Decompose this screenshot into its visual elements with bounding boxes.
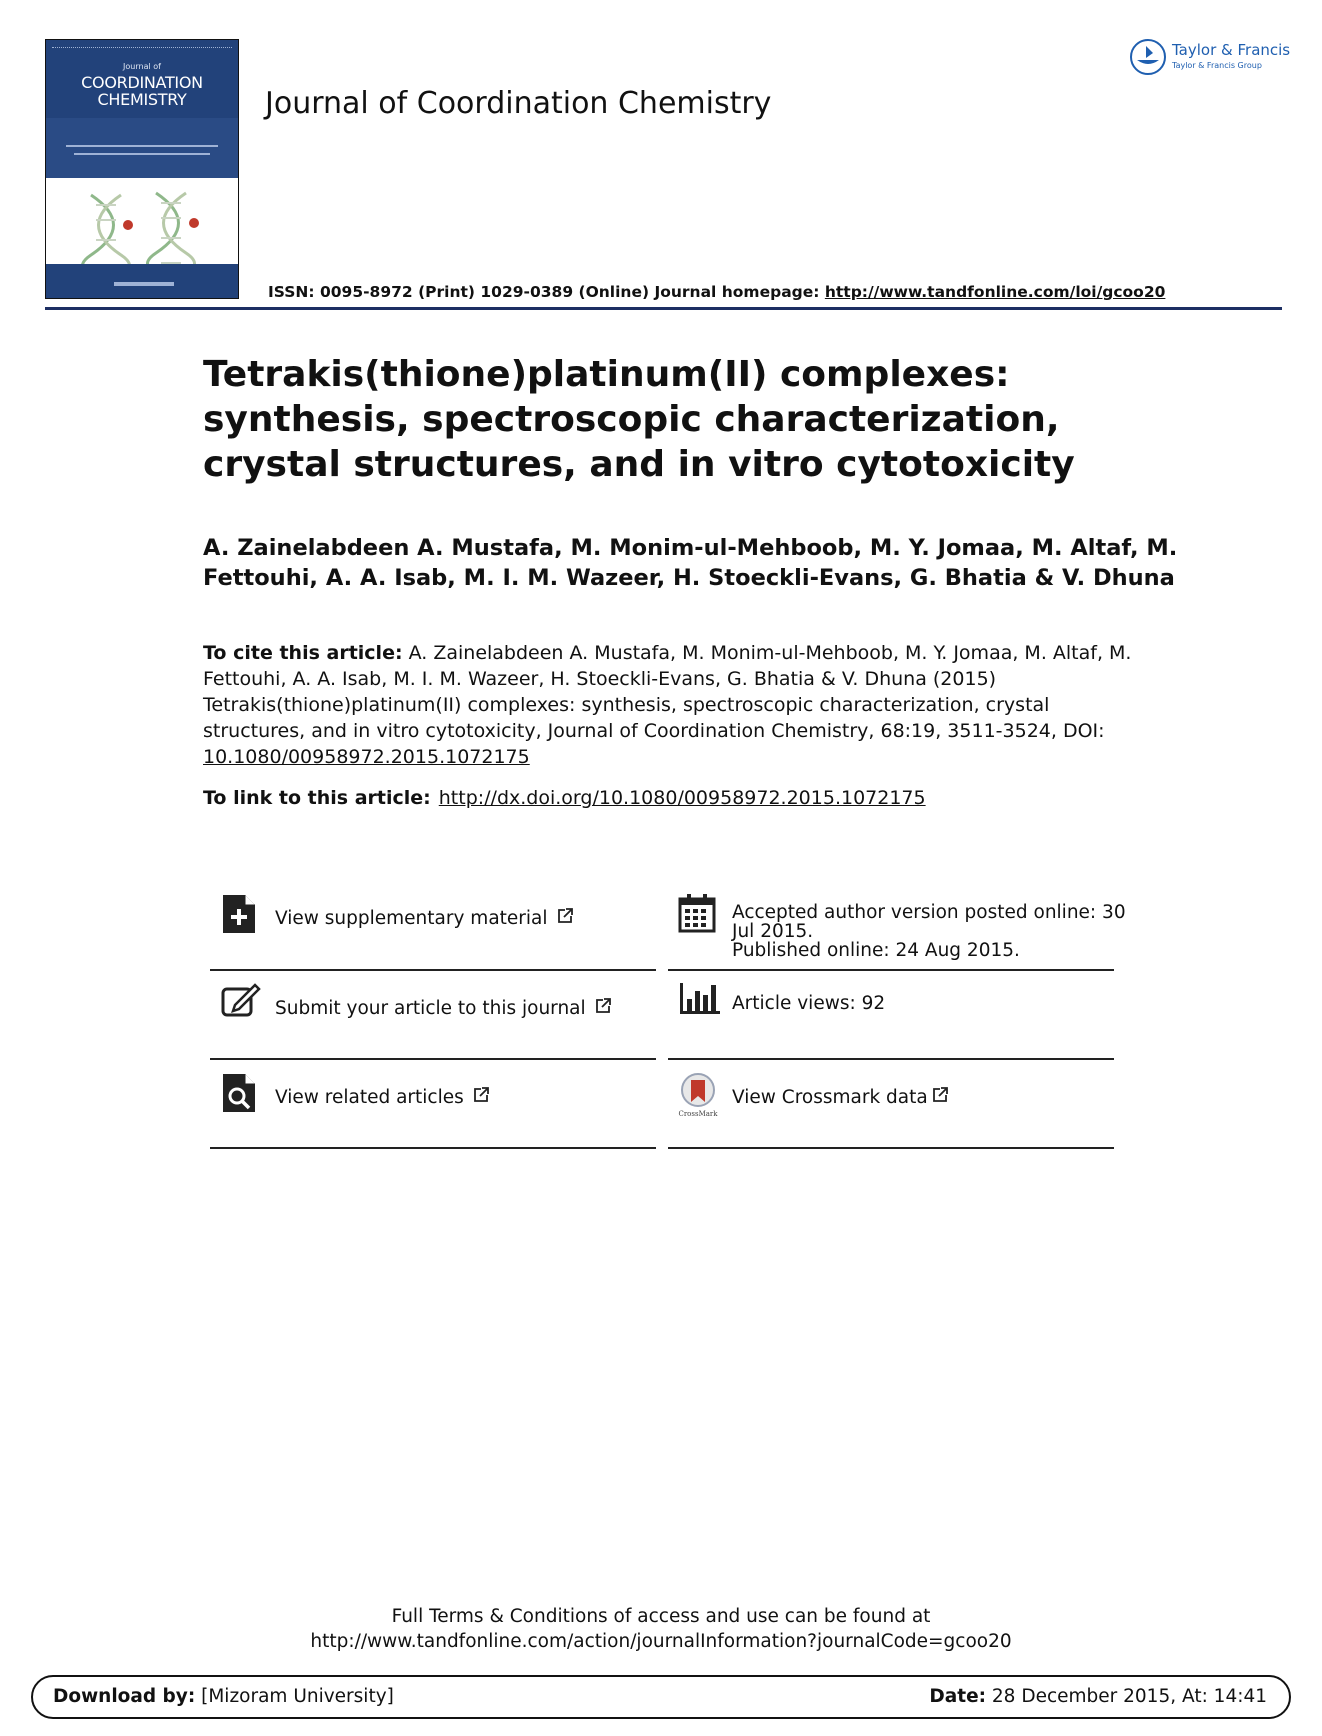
view-related-articles-link[interactable] [211,1072,656,1132]
publisher-group: Taylor & Francis Group [1172,61,1262,70]
issn-line [268,283,1165,301]
cover-publisher-mark [114,282,174,286]
journal-cover [45,39,239,299]
crossmark-caption: CrossMark [678,1110,718,1118]
header-divider [45,307,1282,310]
bar-chart-icon [678,983,720,1015]
download-label: Download by: [53,1686,196,1707]
divider [668,969,1114,971]
accepted-date-cont: Jul 2015. [732,921,814,942]
publication-dates [668,893,1126,963]
issn-text: ISSN: 0095-8972 (Print) 1029-0389 (Online) Journal homepage: [268,283,825,301]
cover-title-line2: CHEMISTRY [97,90,187,109]
article-link-row [203,787,926,809]
journal-homepage-link[interactable]: http://www.tandfonline.com/loi/gcoo20 [824,283,1166,301]
cover-title-line1: COORDINATION [81,73,203,92]
cover-footer [46,264,238,298]
date-value: 28 December 2015, At: 14:41 [986,1686,1267,1707]
citation-label: To cite this article: [203,642,403,664]
article-link-url[interactable]: http://dx.doi.org/10.1080/00958972.2015.1072175 [438,787,926,809]
cover-editor-line [66,145,218,147]
accepted-date: Accepted author version posted online: 30 [732,902,1126,923]
divider [668,1058,1114,1060]
terms-url[interactable]: http://www.tandfonline.com/action/journalInformation?journalCode=gcoo20 [310,1631,1012,1652]
cover-editor-line [74,153,210,155]
date-label: Date: [929,1686,987,1707]
related-label: View related articles [275,1087,464,1108]
calendar-icon [678,893,716,933]
article-views [668,983,1116,1043]
search-document-icon [221,1072,257,1114]
article-authors: A. Zainelabdeen A. Mustafa, M. Monim-ul-Mehboob, M. Y. Jomaa, M. Altaf, M. Fettouhi, A. A. Isab, M. I. M. Wazeer, H. Stoeckli-Evans, G. Bhatia & V. Dhuna [203,535,1178,591]
view-supplementary-material-link[interactable] [211,893,656,953]
supplementary-label: View supplementary material [275,908,548,929]
citation-doi-link[interactable]: 10.1080/00958972.2015.1072175 [203,746,530,768]
divider [210,1147,656,1149]
external-link-icon [931,1086,949,1104]
external-link-icon [594,997,612,1015]
article-title: Tetrakis(thione)platinum(II) complexes: synthesis, spectroscopic characterization, crystal structures, and in vitro cytotoxicity [203,354,1075,485]
citation-text: A. Zainelabdeen A. Mustafa, M. Monim-ul-Mehboob, M. Y. Jomaa, M. Altaf, M. Fettouhi, A. A. Isab, M. I. M. Wazeer, H. Stoeckli-Evans, G. Bhatia & V. Dhuna (2015) Tetrakis(thione)platinum(II) complexes: synthesis, spectroscopic characterization, crystal structures, and in vitro cytotoxicity, Journal of Coordination Chemistry, 68:19, 3511-3524, DOI: [203,642,1132,742]
citation-block [203,640,1133,770]
download-by [53,1686,394,1707]
article-views-label: Article views: 92 [732,993,886,1014]
article-link-label: To link to this article: [203,787,431,809]
cover-volume-line [52,47,232,51]
crossmark-icon [678,1072,718,1118]
external-link-icon [556,907,574,925]
download-date [929,1686,1267,1707]
edit-icon [221,983,261,1019]
view-crossmark-link[interactable] [668,1072,1116,1132]
journal-title: Journal of Coordination Chemistry [265,86,772,121]
cover-kicker: Journal of [123,62,161,71]
divider [210,1058,656,1060]
download-info-bar [31,1675,1291,1719]
terms-line-1: Full Terms & Conditions of access and use can be found at [391,1606,931,1627]
cover-editor-strip [46,118,238,178]
divider [210,969,656,971]
submit-article-link[interactable] [211,983,656,1043]
submit-label: Submit your article to this journal [275,998,586,1019]
cover-title [46,74,238,108]
published-date: Published online: 24 Aug 2015. [732,940,1020,961]
crossmark-label: View Crossmark data [732,1087,928,1108]
file-plus-icon [221,893,257,935]
divider [668,1147,1114,1149]
download-institution: [Mizoram University] [195,1686,394,1707]
external-link-icon [472,1086,490,1104]
publisher-name: Taylor & Francis [1172,41,1291,59]
